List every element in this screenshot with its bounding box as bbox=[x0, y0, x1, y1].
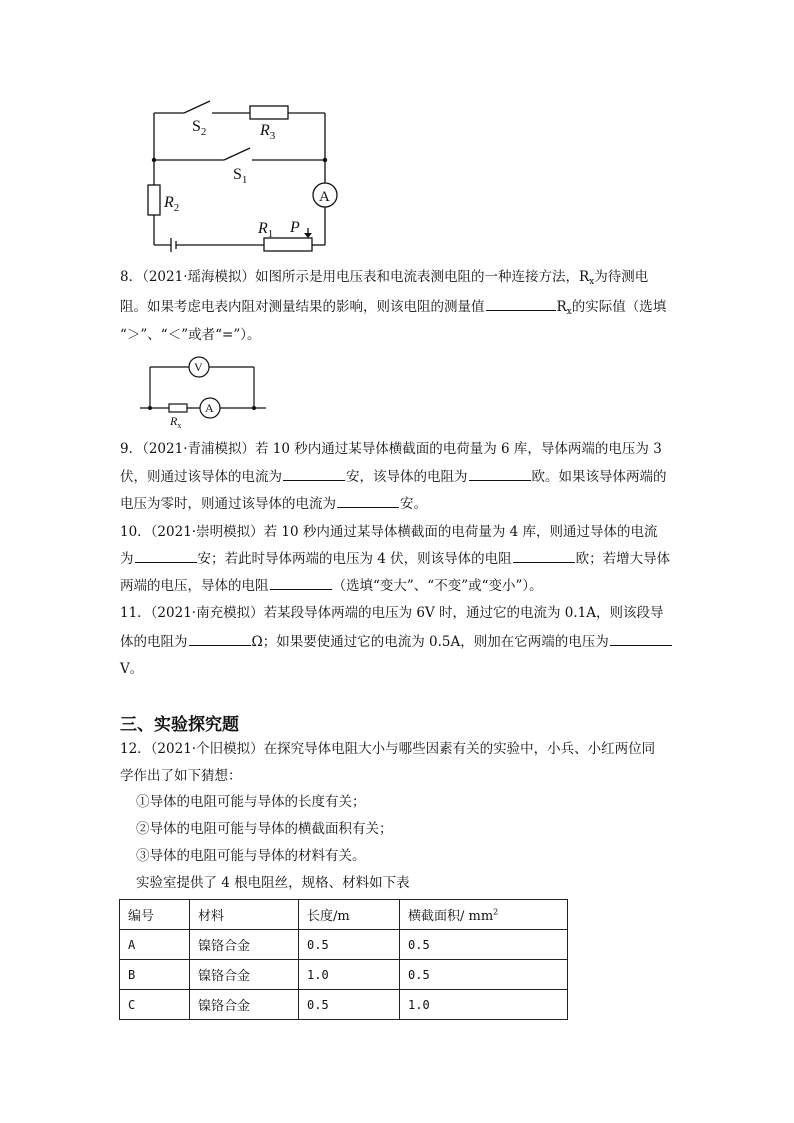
q9-line2: 伏，则通过该导体的电流为 安，该导体的电阻为 欧。如果该导体两端的 bbox=[120, 469, 667, 485]
label-s2: $S_2$ bbox=[192, 118, 207, 138]
q12-guess3: ③导体的电阻可能与导体的材料有关。 bbox=[136, 848, 366, 864]
answer-blank[interactable] bbox=[283, 468, 345, 481]
table-header: 横截面积/ $mm^2$ bbox=[400, 900, 568, 930]
table-cell: A bbox=[120, 930, 190, 960]
label-r2: $R_2$ bbox=[164, 194, 180, 214]
answer-blank[interactable] bbox=[486, 298, 556, 311]
table-row bbox=[120, 930, 568, 960]
q11-line1: 11．（2021·南充模拟）若某段导体两端的电压为 6V 时，通过它的电流为 0.1A，则该段导 bbox=[120, 605, 664, 621]
answer-blank[interactable] bbox=[135, 550, 197, 563]
circuit-diagram-2 bbox=[138, 355, 268, 430]
q12-guess1: ①导体的电阻可能与导体的长度有关； bbox=[136, 794, 366, 810]
table-cell: 1.0 bbox=[299, 960, 400, 990]
answer-blank[interactable] bbox=[513, 550, 575, 563]
table-cell: 0.5 bbox=[400, 930, 568, 960]
label-s1: $S_1$ bbox=[233, 166, 248, 186]
answer-blank[interactable] bbox=[469, 468, 531, 481]
q9-line1: 9．（2021·青浦模拟）若 10 秒内通过某导体横截面的电荷量为 6 库，导体两端的电压为 3 bbox=[120, 441, 662, 457]
q8-line2: 阻。如果考虑电表内阻对测量结果的影响，则该电阻的测量值 $R_x$的实际值（选填 bbox=[120, 299, 667, 317]
table-header: 材料 bbox=[190, 900, 299, 930]
q8-line3: “＞”、“＜”或者“=”）。 bbox=[120, 327, 261, 343]
q12-line2: 学作出了如下猜想： bbox=[120, 768, 242, 784]
label-r3: $R_3$ bbox=[260, 122, 276, 142]
table-cell: 镍铬合金 bbox=[190, 960, 299, 990]
section-title: 三、实验探究题 bbox=[120, 715, 239, 735]
answer-blank[interactable] bbox=[610, 633, 672, 646]
label-r1: $R_1$ bbox=[258, 220, 274, 240]
table-cell: 镍铬合金 bbox=[190, 930, 299, 960]
resistance-wire-table bbox=[119, 899, 568, 1020]
table-cell: 0.5 bbox=[299, 930, 400, 960]
table-cell: 1.0 bbox=[400, 990, 568, 1020]
table-row bbox=[120, 960, 568, 990]
label-p: P bbox=[290, 219, 300, 236]
table-cell: C bbox=[120, 990, 190, 1020]
table-cell: B bbox=[120, 960, 190, 990]
circuit-diagram-1 bbox=[140, 95, 340, 255]
q12-guess2: ②导体的电阻可能与导体的横截面积有关； bbox=[136, 821, 393, 837]
voltmeter-icon: V bbox=[194, 360, 203, 374]
table-header: 长度/m bbox=[299, 900, 400, 930]
ammeter-icon: A bbox=[205, 401, 214, 415]
answer-blank[interactable] bbox=[337, 495, 399, 508]
table-cell: 0.5 bbox=[400, 960, 568, 990]
q12-intro: 实验室提供了 4 根电阻丝，规格、材料如下表 bbox=[136, 875, 410, 891]
table-header: 编号 bbox=[120, 900, 190, 930]
q10-line2: 为 安；若此时导体两端的电压为 4 伏，则该导体的电阻 欧；若增大导体 bbox=[120, 551, 671, 567]
q10-line1: 10．（2021·崇明模拟）若 10 秒内通过某导体横截面的电荷量为 4 库，则通过导体的电流 bbox=[120, 524, 658, 540]
answer-blank[interactable] bbox=[189, 633, 251, 646]
q8-line1: 8．（2021·瑶海模拟）如图所示是用电压表和电流表测电阻的一种连接方法，$R_x$为待测电 bbox=[120, 269, 649, 287]
answer-blank[interactable] bbox=[270, 577, 332, 590]
q11-line3: V。 bbox=[120, 661, 144, 677]
q10-line3: 两端的电压，导体的电阻 （选填“变大”、“不变”或“变小”）。 bbox=[120, 578, 543, 594]
q11-line2: 体的电阻为 Ω；如果要使通过它的电流为 0.5A，则加在它两端的电压为 bbox=[120, 632, 680, 652]
q12-line1: 12．（2021·个旧模拟）在探究导体电阻大小与哪些因素有关的实验中，小兵、小红两位同 bbox=[120, 741, 656, 757]
table-row bbox=[120, 990, 568, 1020]
table-header-row bbox=[120, 900, 568, 930]
ammeter-icon: A bbox=[319, 189, 330, 205]
label-rx: $R_x$ bbox=[170, 414, 182, 430]
q9-line3: 电压为零时，则通过该导体的电流为 安。 bbox=[120, 496, 427, 512]
table-cell: 0.5 bbox=[299, 990, 400, 1020]
table-cell: 镍铬合金 bbox=[190, 990, 299, 1020]
